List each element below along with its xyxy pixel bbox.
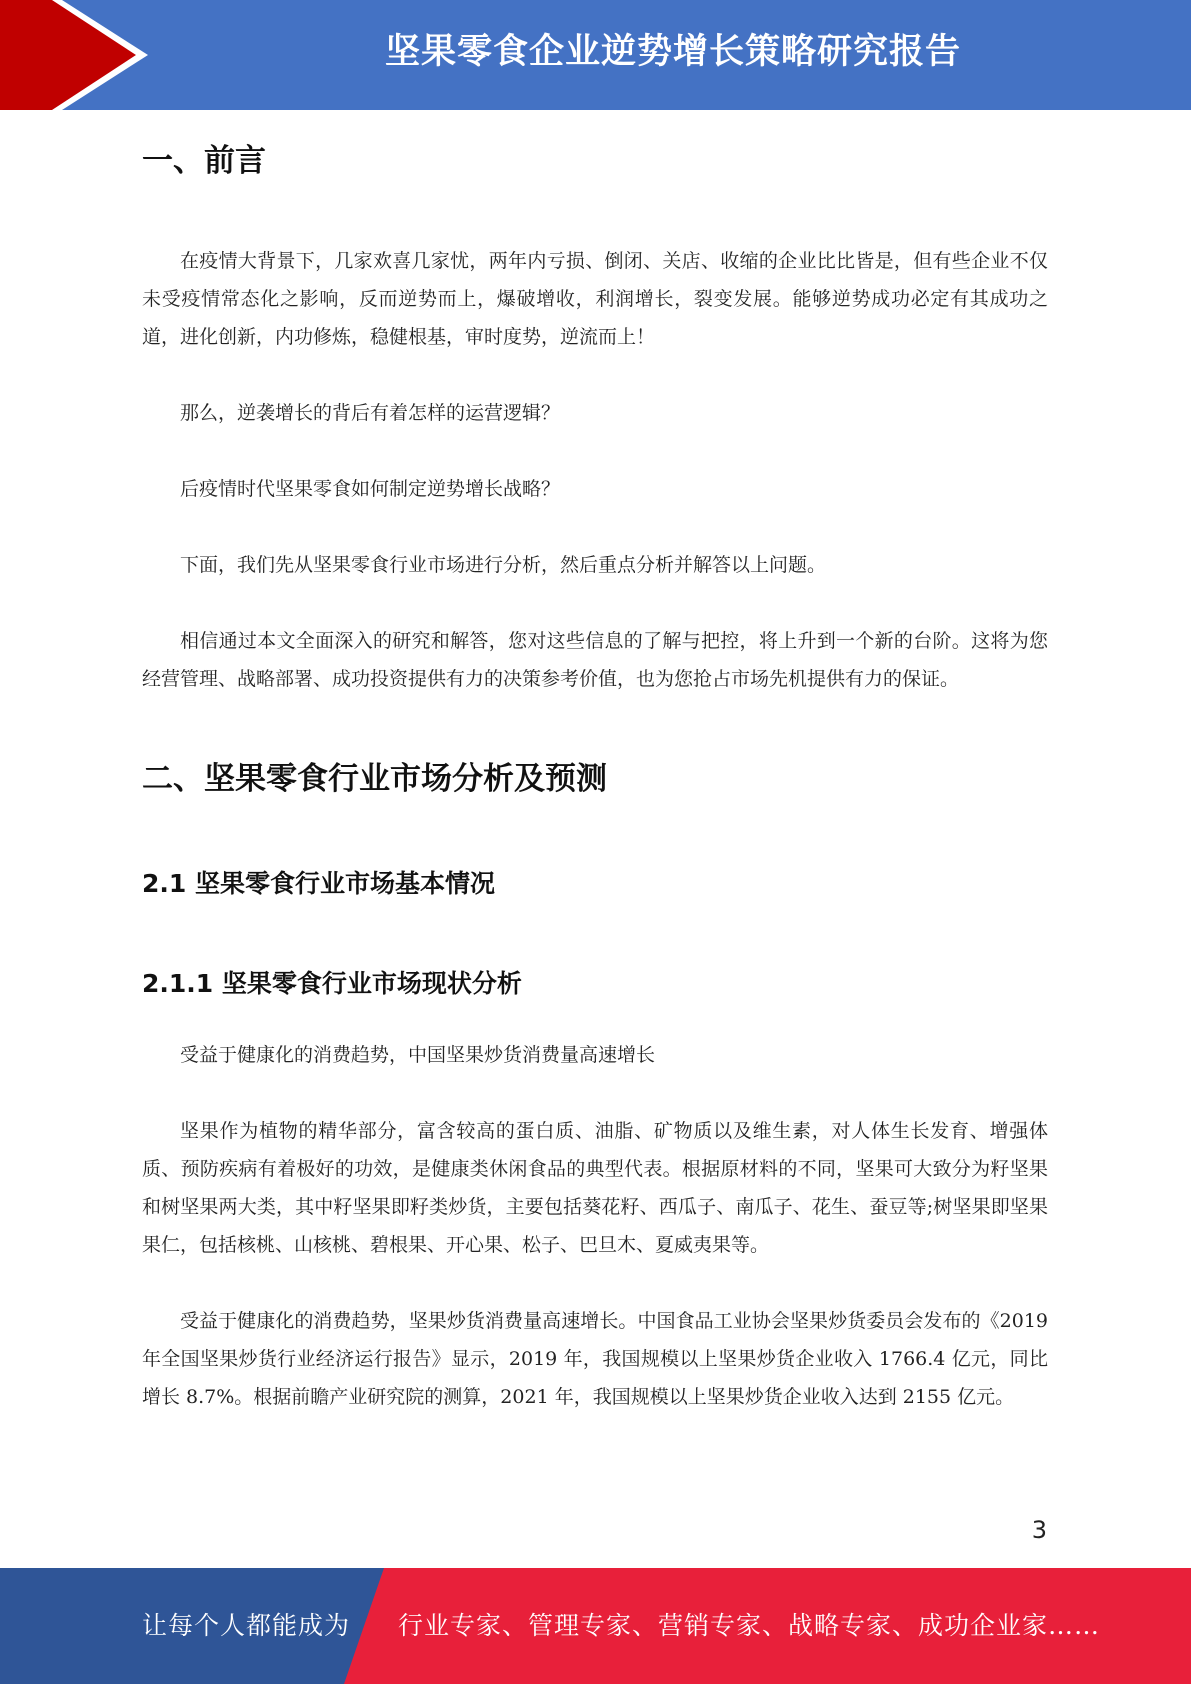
footer-slogan-right: 行业专家、管理专家、营销专家、战略专家、成功企业家…… (398, 1611, 1101, 1640)
footer-slogan-left: 让每个人都能成为 (142, 1611, 351, 1640)
page-number: 3 (1031, 1516, 1047, 1544)
paragraph: 坚果作为植物的精华部分，富含较高的蛋白质、油脂、矿物质以及维生素，对人体生长发育、增强体质、预防疾病有着极好的功效，是健康类休闲食品的典型代表。根据原材料的不同，坚果可大致分为籽坚果和树坚果两大类，其中籽坚果即籽类炒货，主要包括葵花籽、西瓜子、南瓜子、花生、蚕豆等;树坚果即坚果果仁，包括核桃、山核桃、碧根果、开心果、松子、巴旦木、夏威夷果等。 (142, 1120, 1048, 1256)
section-heading-market: 二、坚果零食行业市场分析及预测 (142, 761, 607, 797)
paragraph: 相信通过本文全面深入的研究和解答，您对这些信息的了解与把控，将上升到一个新的台阶。这将为您经营管理、战略部署、成功投资提供有力的决策参考价值，也为您抢占市场先机提供有力的保证。 (142, 630, 1048, 690)
document-title: 坚果零食企业逆势增长策略研究报告 (384, 32, 961, 72)
paragraph: 受益于健康化的消费趋势，坚果炒货消费量高速增长。中国食品工业协会坚果炒货委员会发布的《2019 年全国坚果炒货行业经济运行报告》显示，2019 年，我国规模以上坚果炒货企业收入 1766.4 亿元，同比增长 8.7%。根据前瞻产业研究院的测算，2021 年，我国规模以上坚果炒货企业收入达到 2155 亿元。 (142, 1310, 1048, 1408)
header-banner (0, 0, 1191, 110)
header-chevron-icon (0, 0, 160, 110)
paragraph: 后疫情时代坚果零食如何制定逆势增长战略？ (180, 478, 561, 500)
subsection-heading: 2.1 坚果零食行业市场基本情况 (142, 869, 495, 898)
subsubsection-heading: 2.1.1 坚果零食行业市场现状分析 (142, 969, 522, 998)
footer-banner (0, 1568, 1191, 1684)
paragraph: 那么，逆袭增长的背后有着怎样的运营逻辑？ (180, 402, 561, 424)
paragraph: 在疫情大背景下，几家欢喜几家忧，两年内亏损、倒闭、关店、收缩的企业比比皆是，但有些企业不仅未受疫情常态化之影响，反而逆势而上，爆破增收，利润增长，裂变发展。能够逆势成功必定有其成功之道，进化创新，内功修炼，稳健根基，审时度势，逆流而上！ (142, 250, 1048, 348)
paragraph: 下面，我们先从坚果零食行业市场进行分析，然后重点分析并解答以上问题。 (180, 554, 827, 576)
document-body (142, 132, 1048, 1416)
section-heading-preface: 一、前言 (142, 143, 266, 179)
paragraph: 受益于健康化的消费趋势，中国坚果炒货消费量高速增长 (180, 1044, 656, 1066)
